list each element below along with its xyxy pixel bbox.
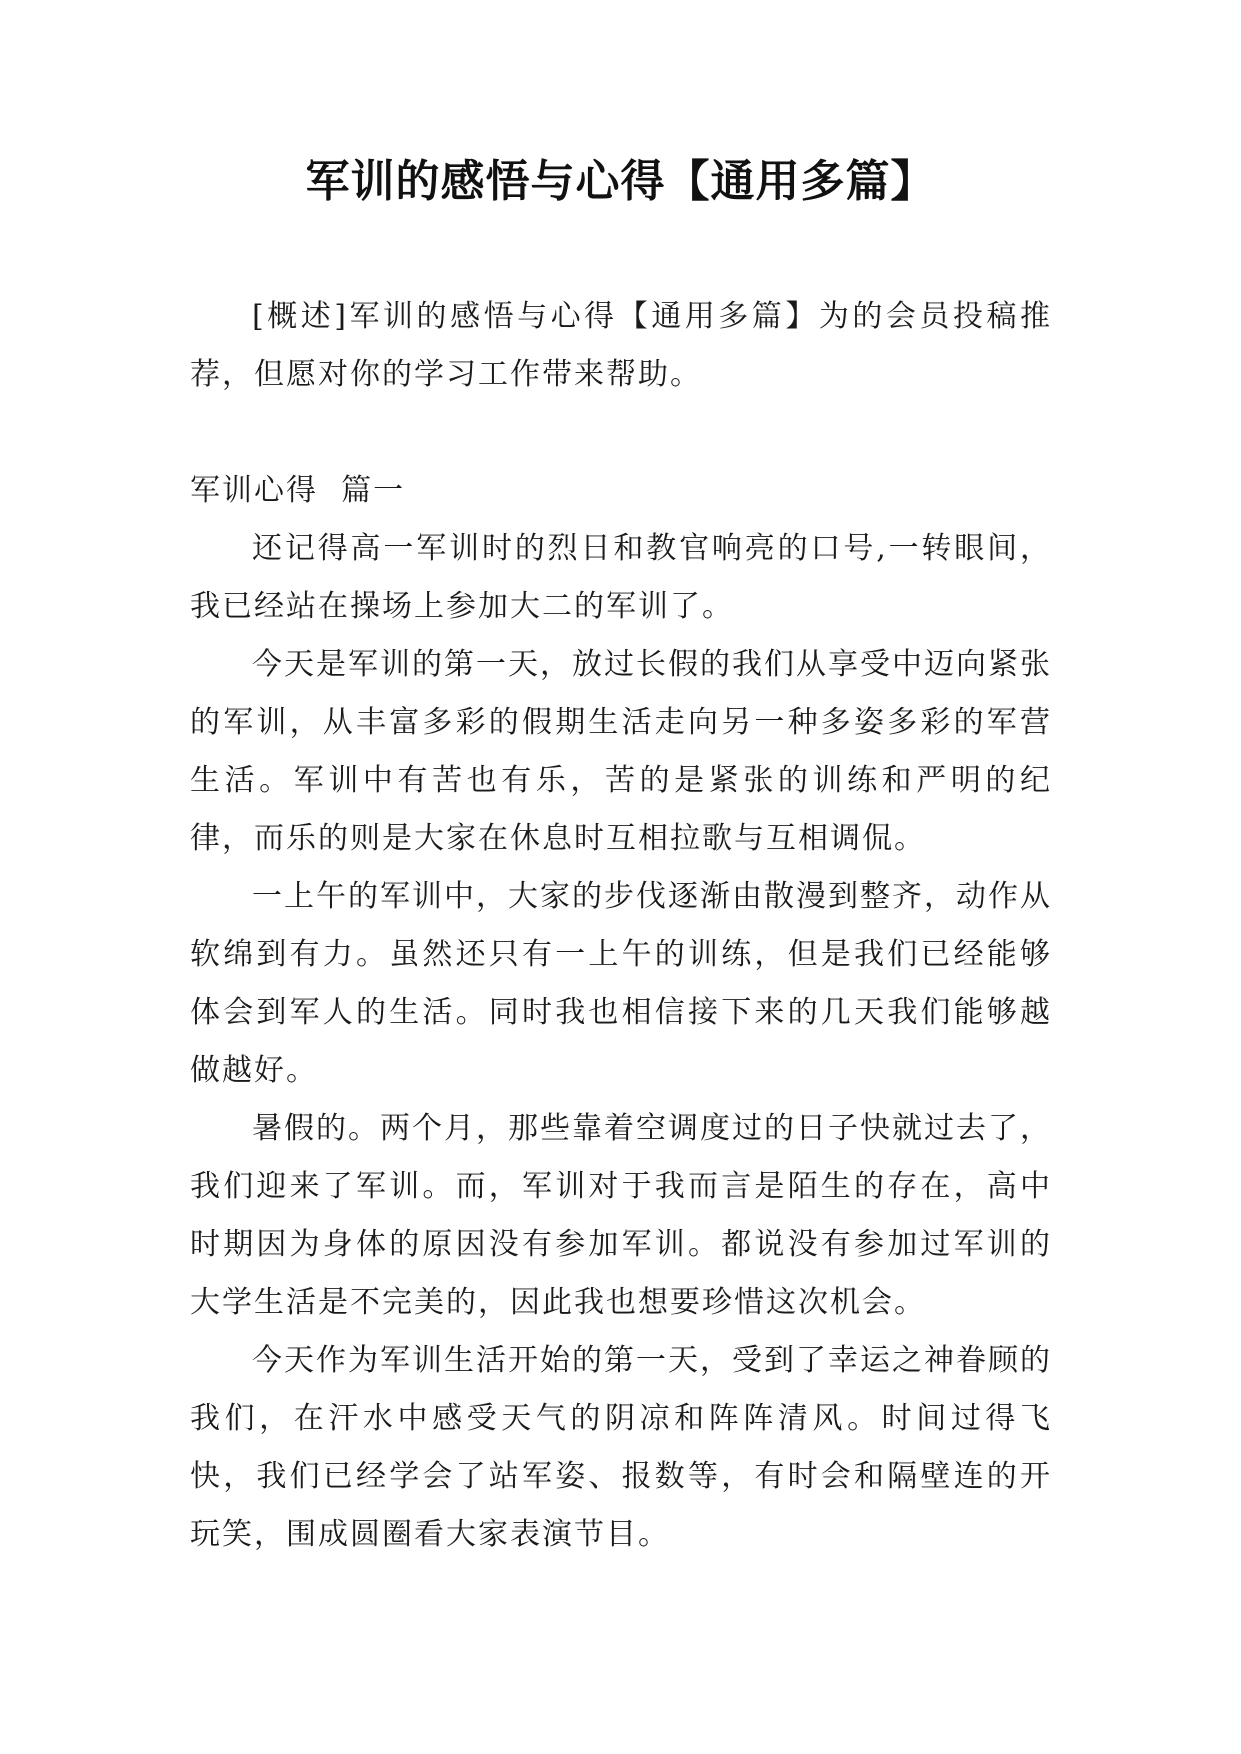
document-title: 军训的感悟与心得【通用多篇】 [305,156,936,207]
document-body [190,288,1052,1564]
body-paragraph: 今天是军训的第一天，放过长假的我们从享受中迈向紧张的军训，从丰富多彩的假期生活走向另一种多姿多彩的军营生活。军训中有苦也有乐，苦的是紧张的训练和严明的纪律，而乐的则是大家在休息时互相拉歌与互相调侃。 [190,647,1052,856]
body-paragraph: 还记得高一军训时的烈日和教官响亮的口号,一转眼间，我已经站在操场上参加大二的军训了。 [190,531,1052,624]
body-paragraph: 一上午的军训中，大家的步伐逐渐由散漫到整齐，动作从软绵到有力。虽然还只有一上午的训练，但是我们已经能够体会到军人的生活。同时我也相信接下来的几天我们能够越做越好。 [190,879,1052,1088]
summary-paragraph: [概述]军训的感悟与心得【通用多篇】为的会员投稿推荐，但愿对你的学习工作带来帮助。 [190,299,1052,392]
body-paragraph: 暑假的。两个月，那些靠着空调度过的日子快就过去了，我们迎来了军训。而，军训对于我而言是陌生的存在，高中时期因为身体的原因没有参加军训。都说没有参加过军训的大学生活是不完美的，因此我也想要珍惜这次机会。 [190,1111,1052,1320]
body-paragraph: 今天作为军训生活开始的第一天，受到了幸运之神眷顾的我们，在汗水中感受天气的阴凉和阵阵清风。时间过得飞快，我们已经学会了站军姿、报数等，有时会和隔壁连的开玩笑，围成圆圈看大家表演节目。 [190,1343,1052,1552]
section-heading: 军训心得 篇一 [190,473,406,508]
